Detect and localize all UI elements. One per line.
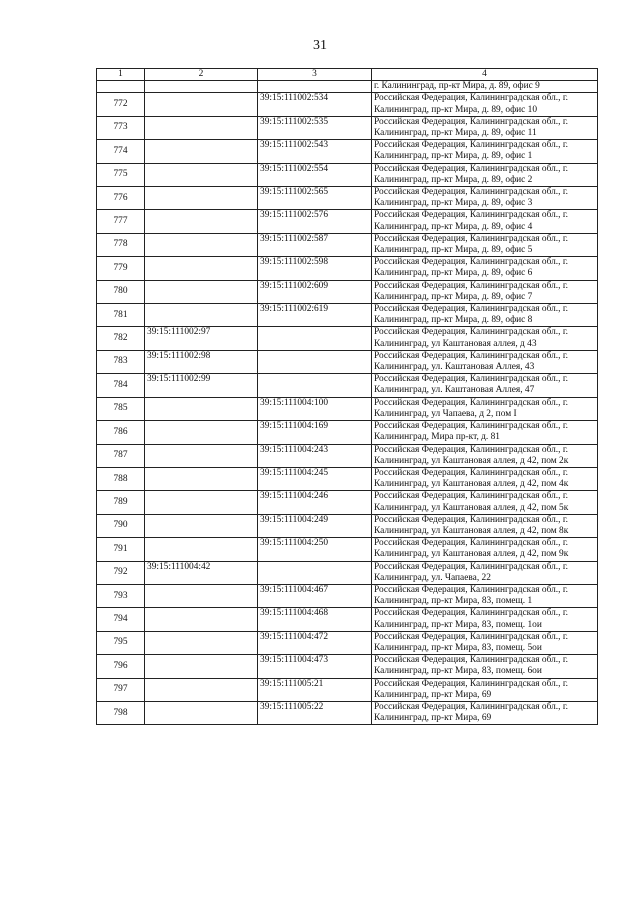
table-row — [97, 327, 598, 350]
row-number-cell: 777 — [97, 210, 145, 233]
cadastral-object-cell: 39:15:111004:246 — [258, 491, 372, 514]
address-cell: Российская Федерация, Калининградская обл., г. Калининград, пр-кт Мира, д. 89, офис 7 — [372, 280, 598, 303]
cadastral-parcel-cell — [145, 187, 258, 210]
table-row — [97, 210, 598, 233]
table-row — [97, 467, 598, 490]
cadastral-object-cell: 39:15:111002:619 — [258, 304, 372, 327]
cadastral-parcel-cell — [145, 140, 258, 163]
address-cell: Российская Федерация, Калининградская обл., г. Калининград, пр-кт Мира, 69 — [372, 678, 598, 701]
table-row — [97, 678, 598, 701]
address-cell: Российская Федерация, Калининградская обл., г. Калининград, ул Каштановая аллея, д 42, пом 9к — [372, 538, 598, 561]
cadastral-object-cell: 39:15:111005:21 — [258, 678, 372, 701]
cadastral-object-cell: 39:15:111004:100 — [258, 397, 372, 420]
cadastral-parcel-cell — [145, 514, 258, 537]
row-number-cell: 780 — [97, 280, 145, 303]
table-row — [97, 444, 598, 467]
cadastral-parcel-cell — [145, 538, 258, 561]
cadastral-object-cell: 39:15:111002:609 — [258, 280, 372, 303]
cadastral-parcel-cell — [145, 397, 258, 420]
table-row — [97, 116, 598, 139]
row-number-cell: 792 — [97, 561, 145, 584]
cadastral-parcel-cell — [145, 116, 258, 139]
table-row — [97, 233, 598, 256]
table-row — [97, 93, 598, 116]
cadastral-parcel-cell: 39:15:111002:98 — [145, 350, 258, 373]
cadastral-object-cell: 39:15:111004:473 — [258, 655, 372, 678]
address-cell: Российская Федерация, Калининградская обл., г. Калининград, пр-кт Мира, д. 89, офис 1 — [372, 140, 598, 163]
address-cell: Российская Федерация, Калининградская обл., г. Калининград, пр-кт Мира, 69 — [372, 701, 598, 724]
row-number-cell: 785 — [97, 397, 145, 420]
cadastral-parcel-cell — [145, 655, 258, 678]
cadastral-object-cell: 39:15:111004:249 — [258, 514, 372, 537]
table-row — [97, 187, 598, 210]
table-row — [97, 491, 598, 514]
cadastral-object-cell: 39:15:111002:534 — [258, 93, 372, 116]
table-row — [97, 280, 598, 303]
cadastral-object-cell — [258, 561, 372, 584]
row-number-cell: 772 — [97, 93, 145, 116]
column-header-row — [97, 69, 598, 81]
cadastral-parcel-cell: 39:15:111004:42 — [145, 561, 258, 584]
cadastral-object-cell — [258, 81, 372, 93]
cadastral-parcel-cell — [145, 304, 258, 327]
cadastral-object-cell: 39:15:111004:467 — [258, 584, 372, 607]
row-number-cell: 796 — [97, 655, 145, 678]
row-number-cell: 782 — [97, 327, 145, 350]
cadastral-object-cell: 39:15:111004:472 — [258, 631, 372, 654]
cadastral-object-cell: 39:15:111002:576 — [258, 210, 372, 233]
row-number-cell: 784 — [97, 374, 145, 397]
cadastral-object-cell: 39:15:111004:243 — [258, 444, 372, 467]
address-cell: Российская Федерация, Калининградская обл., г. Калининград, ул. Чапаева, 22 — [372, 561, 598, 584]
cadastral-object-cell: 39:15:111004:245 — [258, 467, 372, 490]
row-number-cell: 790 — [97, 514, 145, 537]
address-cell: Российская Федерация, Калининградская обл., г. Калининград, пр-кт Мира, 83, помещ. 1ои — [372, 608, 598, 631]
cadastral-parcel-cell — [145, 467, 258, 490]
table-row — [97, 374, 598, 397]
cadastral-object-cell: 39:15:111004:169 — [258, 421, 372, 444]
row-number-cell: 779 — [97, 257, 145, 280]
cadastral-object-cell — [258, 350, 372, 373]
table-row — [97, 631, 598, 654]
address-cell: Российская Федерация, Калининградская обл., г. Калининград, ул. Каштановая Аллея, 43 — [372, 350, 598, 373]
address-cell: Российская Федерация, Калининградская обл., г. Калининград, ул Каштановая аллея, д 42, пом 2к — [372, 444, 598, 467]
column-header: 1 — [97, 69, 145, 81]
address-cell: Российская Федерация, Калининградская обл., г. Калининград, пр-кт Мира, д. 89, офис 10 — [372, 93, 598, 116]
address-cell: Российская Федерация, Калининградская обл., г. Калининград, ул Каштановая аллея, д 43 — [372, 327, 598, 350]
address-cell: Российская Федерация, Калининградская обл., г. Калининград, пр-кт Мира, д. 89, офис 11 — [372, 116, 598, 139]
page-number: 31 — [313, 38, 327, 53]
cadastral-object-cell — [258, 374, 372, 397]
cadastral-object-cell: 39:15:111002:587 — [258, 233, 372, 256]
cadastral-parcel-cell — [145, 81, 258, 93]
row-number-cell — [97, 81, 145, 93]
column-header: 3 — [258, 69, 372, 81]
cadastral-object-cell: 39:15:111005:22 — [258, 701, 372, 724]
cadastral-parcel-cell — [145, 584, 258, 607]
address-cell: Российская Федерация, Калининградская обл., г. Калининград, ул. Каштановая Аллея, 47 — [372, 374, 598, 397]
address-cell: Российская Федерация, Калининградская обл., г. Калининград, ул Каштановая аллея, д 42, пом 4к — [372, 467, 598, 490]
table-row — [97, 304, 598, 327]
column-header: 2 — [145, 69, 258, 81]
address-cell: Российская Федерация, Калининградская обл., г. Калининград, Мира пр-кт, д. 81 — [372, 421, 598, 444]
row-number-cell: 791 — [97, 538, 145, 561]
address-cell: Российская Федерация, Калининградская обл., г. Калининград, пр-кт Мира, д. 89, офис 2 — [372, 163, 598, 186]
table-row — [97, 701, 598, 724]
cadastral-object-cell: 39:15:111002:565 — [258, 187, 372, 210]
cadastral-parcel-cell — [145, 701, 258, 724]
address-cell: Российская Федерация, Калининградская обл., г. Калининград, ул Каштановая аллея, д 42, пом 8к — [372, 514, 598, 537]
cadastral-parcel-cell — [145, 678, 258, 701]
address-cell: Российская Федерация, Калининградская обл., г. Калининград, ул Чапаева, д 2, пом I — [372, 397, 598, 420]
row-number-cell: 786 — [97, 421, 145, 444]
cadastral-parcel-cell — [145, 421, 258, 444]
row-number-cell: 778 — [97, 233, 145, 256]
cadastral-object-cell: 39:15:111004:250 — [258, 538, 372, 561]
row-number-cell: 783 — [97, 350, 145, 373]
cadastral-parcel-cell — [145, 444, 258, 467]
row-number-cell: 797 — [97, 678, 145, 701]
table-row — [97, 538, 598, 561]
row-number-cell: 794 — [97, 608, 145, 631]
table-row — [97, 514, 598, 537]
cadastral-object-cell — [258, 327, 372, 350]
address-cell: Российская Федерация, Калининградская обл., г. Калининград, пр-кт Мира, д. 89, офис 4 — [372, 210, 598, 233]
column-header: 4 — [372, 69, 598, 81]
cadastral-parcel-cell: 39:15:111002:99 — [145, 374, 258, 397]
address-cell: Российская Федерация, Калининградская обл., г. Калининград, пр-кт Мира, д. 89, офис 8 — [372, 304, 598, 327]
address-cell: Российская Федерация, Калининградская обл., г. Калининград, пр-кт Мира, 83, помещ. 6ои — [372, 655, 598, 678]
table-row — [97, 655, 598, 678]
address-cell: Российская Федерация, Калининградская обл., г. Калининград, ул Каштановая аллея, д 42, пом 5к — [372, 491, 598, 514]
row-number-cell: 774 — [97, 140, 145, 163]
cadastral-parcel-cell — [145, 163, 258, 186]
cadastral-object-cell: 39:15:111002:598 — [258, 257, 372, 280]
table-row — [97, 350, 598, 373]
cadastral-parcel-cell — [145, 233, 258, 256]
cadastral-parcel-cell: 39:15:111002:97 — [145, 327, 258, 350]
table-row — [97, 421, 598, 444]
table-row — [97, 608, 598, 631]
table-row — [97, 397, 598, 420]
row-number-cell: 776 — [97, 187, 145, 210]
row-number-cell: 798 — [97, 701, 145, 724]
row-number-cell: 781 — [97, 304, 145, 327]
cadastral-parcel-cell — [145, 210, 258, 233]
cadastral-object-cell: 39:15:111002:554 — [258, 163, 372, 186]
address-cell: Российская Федерация, Калининградская обл., г. Калининград, пр-кт Мира, 83, помещ. 1 — [372, 584, 598, 607]
row-number-cell: 788 — [97, 467, 145, 490]
table-row — [97, 561, 598, 584]
row-number-cell: 795 — [97, 631, 145, 654]
continuation-row — [97, 81, 598, 93]
cadastral-parcel-cell — [145, 491, 258, 514]
address-cell: Российская Федерация, Калининградская обл., г. Калининград, пр-кт Мира, д. 89, офис 5 — [372, 233, 598, 256]
address-cell: Российская Федерация, Калининградская обл., г. Калининград, пр-кт Мира, 83, помещ. 5ои — [372, 631, 598, 654]
cadastral-parcel-cell — [145, 608, 258, 631]
cadastral-object-cell: 39:15:111004:468 — [258, 608, 372, 631]
cadastral-parcel-cell — [145, 93, 258, 116]
address-cell: Российская Федерация, Калининградская обл., г. Калининград, пр-кт Мира, д. 89, офис 6 — [372, 257, 598, 280]
row-number-cell: 775 — [97, 163, 145, 186]
table-row — [97, 584, 598, 607]
registry-table — [96, 68, 598, 725]
cadastral-object-cell: 39:15:111002:543 — [258, 140, 372, 163]
registry-table-body — [97, 69, 598, 725]
address-cell: Российская Федерация, Калининградская обл., г. Калининград, пр-кт Мира, д. 89, офис 3 — [372, 187, 598, 210]
cadastral-object-cell: 39:15:111002:535 — [258, 116, 372, 139]
table-row — [97, 163, 598, 186]
row-number-cell: 787 — [97, 444, 145, 467]
table-row — [97, 257, 598, 280]
cadastral-parcel-cell — [145, 257, 258, 280]
table-row — [97, 140, 598, 163]
address-cell: г. Калининград, пр-кт Мира, д. 89, офис 9 — [372, 81, 598, 93]
cadastral-parcel-cell — [145, 280, 258, 303]
row-number-cell: 789 — [97, 491, 145, 514]
cadastral-parcel-cell — [145, 631, 258, 654]
row-number-cell: 773 — [97, 116, 145, 139]
row-number-cell: 793 — [97, 584, 145, 607]
